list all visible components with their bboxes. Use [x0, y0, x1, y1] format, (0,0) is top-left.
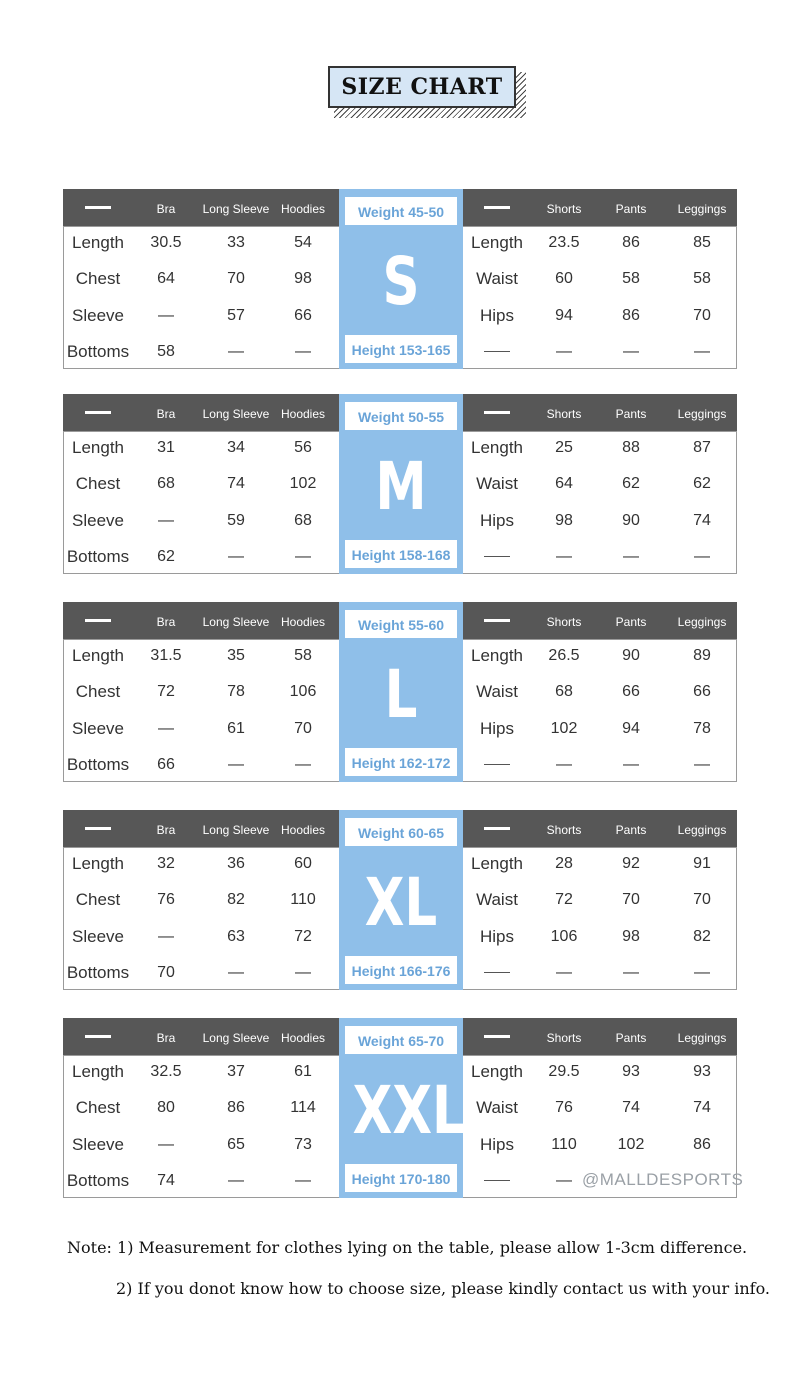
row-label-left: Length — [72, 854, 124, 873]
table-cell: 37 — [227, 1063, 245, 1080]
row-label-left: Length — [72, 233, 124, 252]
table-cell: — — [228, 964, 244, 981]
row-label-left: Chest — [75, 1098, 121, 1117]
column-header-left: Bra — [156, 1031, 176, 1045]
table-cell: 93 — [622, 1063, 640, 1080]
row-label-left: Chest — [75, 269, 121, 288]
column-header-right: Leggings — [677, 615, 727, 629]
row-label-right: Waist — [476, 890, 518, 909]
table-cell: — — [295, 756, 311, 773]
size-table-xl — [63, 810, 737, 990]
column-header-right: Pants — [615, 823, 647, 837]
table-cell: 72 — [157, 683, 175, 700]
row-label-right: Hips — [479, 306, 514, 325]
table-cell: — — [694, 964, 710, 981]
table-cell: 106 — [550, 928, 578, 945]
header-dash-left — [85, 206, 111, 209]
table-cell: — — [556, 343, 572, 360]
size-table-s — [63, 189, 737, 369]
weight-range: Weight 65-70 — [345, 1026, 457, 1054]
table-cell: 59 — [227, 512, 245, 529]
row-label-right: Hips — [479, 1135, 514, 1154]
weight-range: Weight 50-55 — [345, 402, 457, 430]
row-label-left: Chest — [75, 890, 121, 909]
header-dash-right — [484, 619, 510, 622]
table-cell: — — [228, 548, 244, 565]
table-cell: 72 — [294, 928, 312, 945]
table-cell: — — [623, 548, 639, 565]
row-label-right: Length — [471, 233, 523, 252]
column-header-right: Shorts — [546, 615, 582, 629]
table-cell: 68 — [157, 475, 175, 492]
table-cell: 74 — [693, 512, 711, 529]
table-cell: 54 — [294, 234, 312, 251]
table-cell: 94 — [622, 720, 640, 737]
column-header-left: Bra — [156, 407, 176, 421]
table-cell: 73 — [294, 1136, 312, 1153]
table-cell: 86 — [622, 307, 640, 324]
table-cell: 29.5 — [548, 1063, 580, 1080]
table-cell: — — [158, 1136, 174, 1153]
table-cell: 58 — [693, 270, 711, 287]
table-cell: 85 — [693, 234, 711, 251]
table-cell: 70 — [227, 270, 245, 287]
row-label-left: Chest — [75, 682, 121, 701]
table-cell: 68 — [294, 512, 312, 529]
table-cell: 70 — [157, 964, 175, 981]
row-label-left: Sleeve — [72, 511, 124, 530]
blank-label-underline — [457, 747, 537, 783]
column-header-right: Shorts — [546, 202, 582, 216]
table-cell: 70 — [294, 720, 312, 737]
table-cell: 36 — [227, 855, 245, 872]
row-label-left: Bottoms — [66, 342, 130, 361]
column-header-right: Leggings — [677, 1031, 727, 1045]
table-cell: 31.5 — [150, 647, 182, 664]
column-header-left: Hoodies — [280, 615, 326, 629]
table-cell: 102 — [617, 1136, 645, 1153]
table-cell: 114 — [290, 1099, 316, 1116]
table-cell: 61 — [294, 1063, 312, 1080]
blank-label-underline — [457, 1163, 537, 1199]
blank-label-underline — [457, 334, 537, 370]
table-cell: — — [158, 928, 174, 945]
row-label-left: Bottoms — [66, 755, 130, 774]
row-label-left: Length — [72, 646, 124, 665]
table-cell: 32.5 — [150, 1063, 182, 1080]
table-cell: 86 — [622, 234, 640, 251]
row-label-right: Length — [471, 854, 523, 873]
header-dash-left — [85, 1035, 111, 1038]
size-chart-title-badge — [328, 66, 528, 121]
table-cell: 60 — [555, 270, 573, 287]
size-table-l — [63, 602, 737, 782]
table-cell: — — [295, 964, 311, 981]
height-range: Height 170-180 — [345, 1164, 457, 1192]
size-center-panel — [339, 810, 463, 990]
table-cell: 62 — [157, 548, 175, 565]
table-cell: 70 — [693, 307, 711, 324]
table-cell: 62 — [622, 475, 640, 492]
column-header-right: Pants — [615, 407, 647, 421]
table-cell: 90 — [622, 647, 640, 664]
row-label-left: Sleeve — [72, 306, 124, 325]
table-cell: 70 — [693, 891, 711, 908]
table-cell: — — [694, 548, 710, 565]
height-range: Height 162-172 — [345, 748, 457, 776]
table-cell: — — [228, 343, 244, 360]
table-cell: 30.5 — [150, 234, 182, 251]
size-center-panel — [339, 189, 463, 369]
row-label-right: Hips — [479, 511, 514, 530]
table-cell: — — [158, 720, 174, 737]
table-cell: — — [556, 964, 572, 981]
page-title: SIZE CHART — [328, 66, 516, 108]
table-cell: 102 — [289, 475, 317, 492]
table-cell: 35 — [227, 647, 245, 664]
header-dash-left — [85, 619, 111, 622]
table-cell: — — [295, 548, 311, 565]
table-cell: 34 — [227, 439, 245, 456]
note-2: 2) If you donot know how to choose size, please kindly contact us with your info. — [116, 1279, 771, 1298]
table-cell: 57 — [227, 307, 245, 324]
size-center-panel — [339, 1018, 463, 1198]
table-cell: — — [556, 548, 572, 565]
table-cell: — — [694, 343, 710, 360]
size-center-panel — [339, 394, 463, 574]
column-header-right: Pants — [615, 202, 647, 216]
table-cell: 98 — [622, 928, 640, 945]
table-cell: 58 — [294, 647, 312, 664]
header-dash-right — [484, 206, 510, 209]
table-cell: 74 — [693, 1099, 711, 1116]
table-cell: 91 — [693, 855, 711, 872]
table-cell: 98 — [555, 512, 573, 529]
column-header-right: Shorts — [546, 1031, 582, 1045]
table-cell: 74 — [157, 1172, 175, 1189]
table-cell: 66 — [693, 683, 711, 700]
blank-label-underline — [457, 539, 537, 575]
row-label-left: Sleeve — [72, 927, 124, 946]
table-cell: 58 — [622, 270, 640, 287]
size-center-panel — [339, 602, 463, 782]
height-range: Height 158-168 — [345, 540, 457, 568]
table-cell: — — [623, 343, 639, 360]
size-letter: S — [382, 243, 420, 320]
column-header-left: Bra — [156, 202, 176, 216]
table-cell: 106 — [289, 683, 317, 700]
table-cell: 82 — [693, 928, 711, 945]
table-cell: 78 — [227, 683, 245, 700]
table-cell: 110 — [551, 1136, 577, 1153]
table-cell: 82 — [227, 891, 245, 908]
table-cell: 94 — [555, 307, 573, 324]
row-label-right: Length — [471, 646, 523, 665]
row-label-left: Length — [72, 1062, 124, 1081]
row-label-right: Length — [471, 1062, 523, 1081]
table-cell: 62 — [693, 475, 711, 492]
table-cell: 93 — [693, 1063, 711, 1080]
column-header-left: Hoodies — [280, 1031, 326, 1045]
table-cell: 76 — [157, 891, 175, 908]
row-label-right: Waist — [476, 474, 518, 493]
column-header-right: Leggings — [677, 407, 727, 421]
size-table-m — [63, 394, 737, 574]
row-label-left: Sleeve — [72, 719, 124, 738]
column-header-left: Long Sleeve — [202, 823, 270, 837]
table-cell: 60 — [294, 855, 312, 872]
row-label-right: Hips — [479, 719, 514, 738]
table-cell: 72 — [555, 891, 573, 908]
table-cell: — — [158, 307, 174, 324]
row-label-right: Waist — [476, 269, 518, 288]
row-label-right: Waist — [476, 1098, 518, 1117]
column-header-right: Shorts — [546, 407, 582, 421]
table-cell: — — [295, 343, 311, 360]
table-cell: 28 — [555, 855, 573, 872]
size-letter: M — [375, 448, 427, 525]
table-cell: 58 — [157, 343, 175, 360]
table-cell: 74 — [622, 1099, 640, 1116]
watermark: @MALLDESPORTS — [582, 1170, 744, 1189]
weight-range: Weight 60-65 — [345, 818, 457, 846]
table-cell: 64 — [555, 475, 573, 492]
table-cell: 25 — [555, 439, 573, 456]
table-cell: 64 — [157, 270, 175, 287]
table-cell: 110 — [290, 891, 316, 908]
weight-range: Weight 45-50 — [345, 197, 457, 225]
table-cell: — — [295, 1172, 311, 1189]
table-cell: 33 — [227, 234, 245, 251]
column-header-left: Long Sleeve — [202, 407, 270, 421]
row-label-left: Sleeve — [72, 1135, 124, 1154]
table-cell: 65 — [227, 1136, 245, 1153]
row-label-right: Hips — [479, 927, 514, 946]
row-label-right: Length — [471, 438, 523, 457]
table-cell: — — [556, 1172, 572, 1189]
table-cell: 80 — [157, 1099, 175, 1116]
table-cell: 74 — [227, 475, 245, 492]
table-cell: 90 — [622, 512, 640, 529]
table-cell: — — [623, 964, 639, 981]
table-cell: 102 — [550, 720, 578, 737]
column-header-left: Bra — [156, 615, 176, 629]
row-label-right: Waist — [476, 682, 518, 701]
table-cell: — — [228, 1172, 244, 1189]
header-dash-right — [484, 827, 510, 830]
column-header-left: Long Sleeve — [202, 1031, 270, 1045]
table-cell: 56 — [294, 439, 312, 456]
table-cell: 61 — [227, 720, 245, 737]
table-cell: 63 — [227, 928, 245, 945]
header-dash-right — [484, 411, 510, 414]
row-label-left: Bottoms — [66, 547, 130, 566]
size-letter: XXL — [352, 1072, 465, 1149]
table-cell: 87 — [693, 439, 711, 456]
table-cell: — — [228, 756, 244, 773]
size-letter: XL — [364, 864, 438, 941]
table-cell: 92 — [622, 855, 640, 872]
table-cell: — — [556, 756, 572, 773]
table-cell: 23.5 — [548, 234, 580, 251]
column-header-right: Leggings — [677, 202, 727, 216]
table-cell: 89 — [693, 647, 711, 664]
header-dash-left — [85, 827, 111, 830]
row-label-left: Bottoms — [66, 963, 130, 982]
column-header-left: Long Sleeve — [202, 202, 270, 216]
table-cell: — — [158, 512, 174, 529]
column-header-left: Hoodies — [280, 823, 326, 837]
weight-range: Weight 55-60 — [345, 610, 457, 638]
column-header-right: Pants — [615, 1031, 647, 1045]
column-header-right: Shorts — [546, 823, 582, 837]
table-cell: 32 — [157, 855, 175, 872]
table-cell: 70 — [622, 891, 640, 908]
note-1: Note: 1) Measurement for clothes lying on the table, please allow 1-3cm difference. — [67, 1238, 748, 1257]
table-cell: 31 — [157, 439, 175, 456]
table-cell: — — [694, 756, 710, 773]
header-dash-left — [85, 411, 111, 414]
height-range: Height 153-165 — [345, 335, 457, 363]
table-cell: 86 — [693, 1136, 711, 1153]
table-cell: 66 — [622, 683, 640, 700]
table-cell: 26.5 — [548, 647, 580, 664]
size-letter: L — [384, 656, 418, 733]
table-cell: 88 — [622, 439, 640, 456]
table-cell: 98 — [294, 270, 312, 287]
blank-label-underline — [457, 955, 537, 991]
column-header-right: Pants — [615, 615, 647, 629]
column-header-left: Hoodies — [280, 407, 326, 421]
row-label-left: Bottoms — [66, 1171, 130, 1190]
table-cell: 66 — [294, 307, 312, 324]
column-header-right: Leggings — [677, 823, 727, 837]
table-cell: 68 — [555, 683, 573, 700]
table-cell: 86 — [227, 1099, 245, 1116]
column-header-left: Long Sleeve — [202, 615, 270, 629]
row-label-left: Length — [72, 438, 124, 457]
header-dash-right — [484, 1035, 510, 1038]
column-header-left: Hoodies — [280, 202, 326, 216]
table-cell: — — [623, 756, 639, 773]
height-range: Height 166-176 — [345, 956, 457, 984]
table-cell: 76 — [555, 1099, 573, 1116]
column-header-left: Bra — [156, 823, 176, 837]
table-cell: 78 — [693, 720, 711, 737]
row-label-left: Chest — [75, 474, 121, 493]
table-cell: 66 — [157, 756, 175, 773]
